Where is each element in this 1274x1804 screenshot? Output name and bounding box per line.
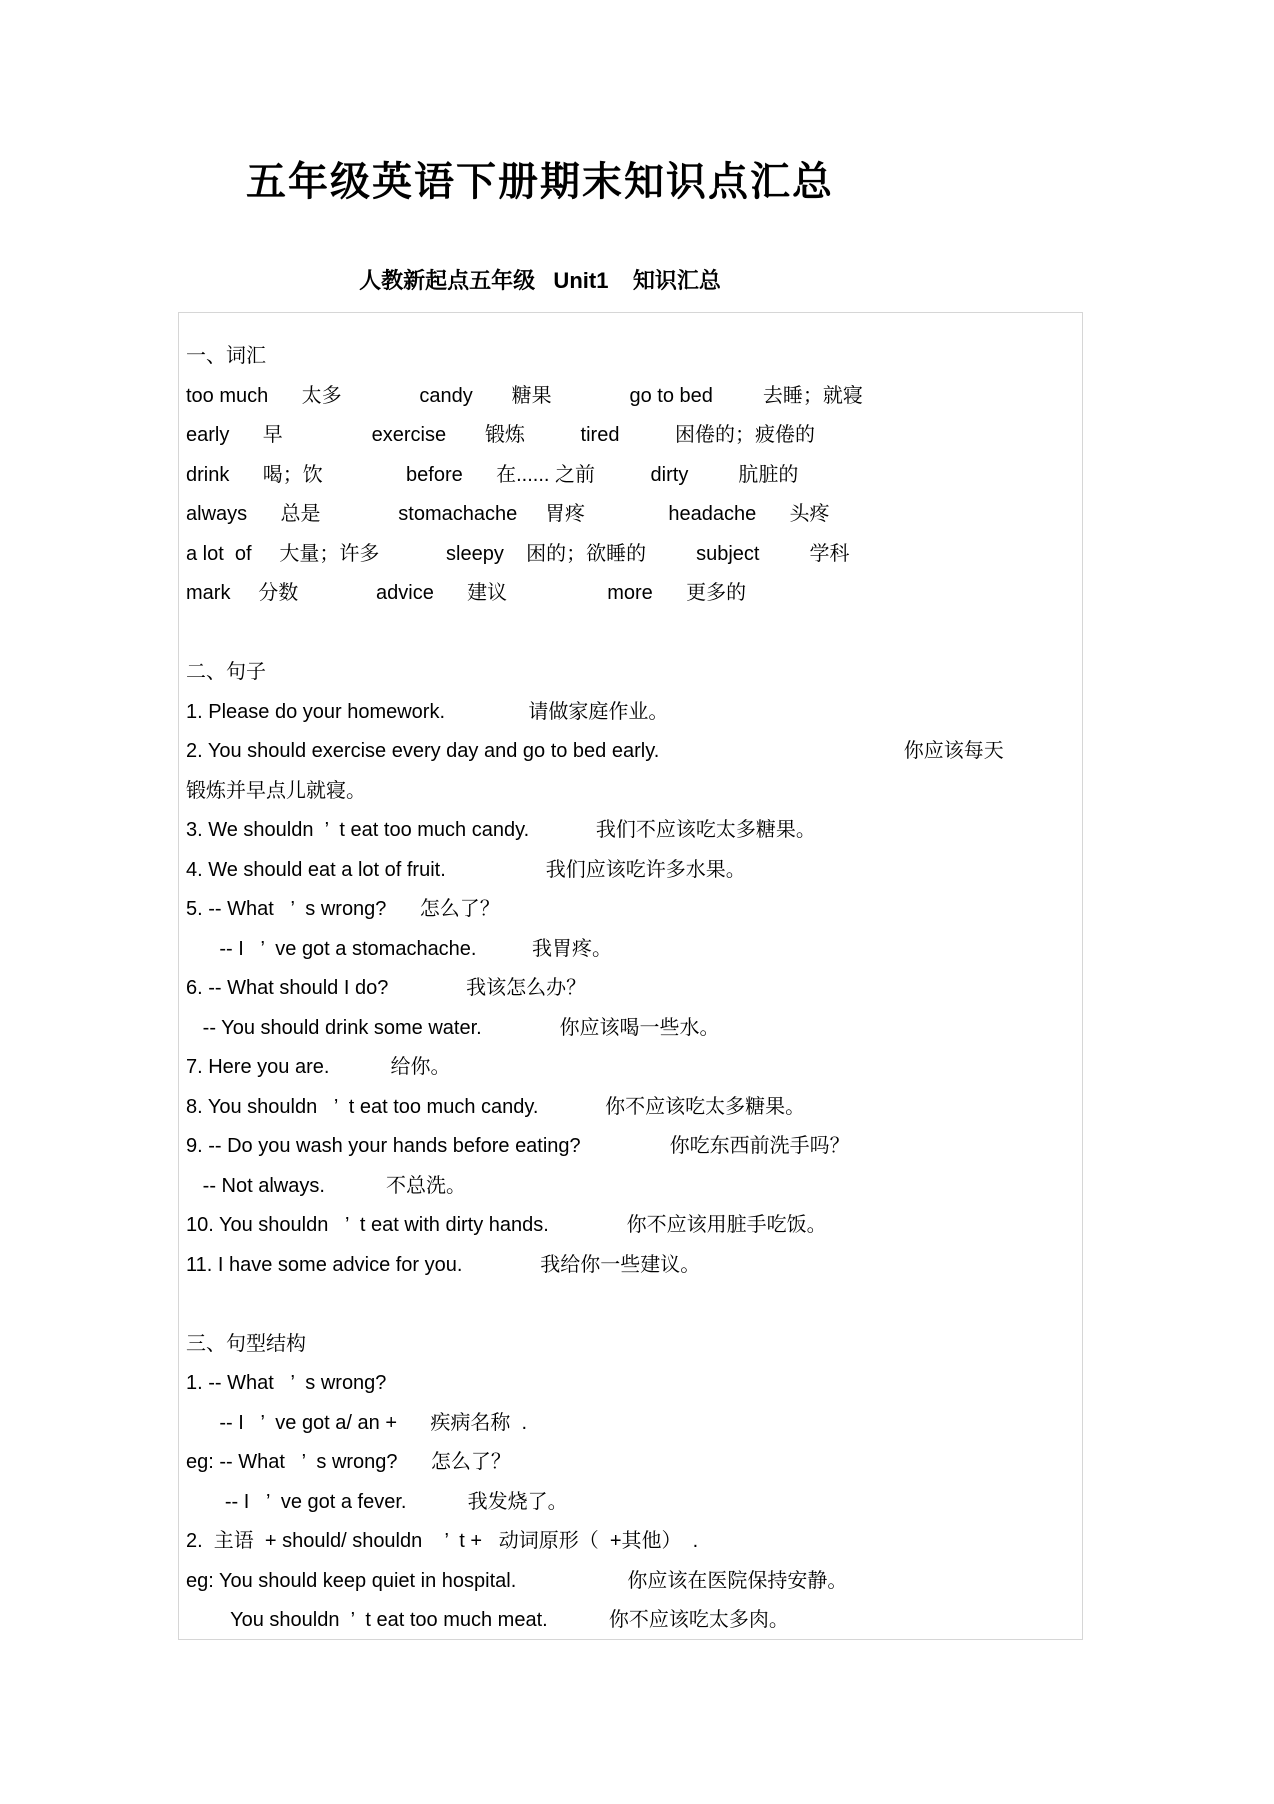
text-line: eg: You should keep quiet in hospital. 你应该在医院保持安静。 xyxy=(186,1569,848,1592)
title-area xyxy=(0,150,1080,207)
text-line: drink 喝；饮 before 在...... 之前 dirty 肮脏的 xyxy=(186,463,799,486)
text-line: You shouldn ’ t eat too much meat. 你不应该吃太多肉。 xyxy=(186,1609,789,1631)
text-line: 1. -- What ’ s wrong? xyxy=(186,1372,387,1394)
text-line: 二、句子 xyxy=(186,661,266,683)
text-line: 三、句型结构 xyxy=(186,1332,306,1355)
text-line: -- I ’ ve got a/ an + 疾病名称 . xyxy=(186,1411,528,1434)
page-title: 五年级英语下册期末知识点汇总 xyxy=(246,160,834,204)
text-line: 1. Please do your homework. 请做家庭作业。 xyxy=(186,700,669,723)
text-line: mark 分数 advice 建议 more 更多的 xyxy=(186,582,747,604)
text-line: 6. -- What should I do? 我该怎么办？ xyxy=(186,977,587,999)
text-line: 3. We shouldn ’ t eat too much candy. 我们不应该吃太多糖果。 xyxy=(186,819,816,841)
text-line: too much 太多 candy 糖果 go to bed 去睡；就寝 xyxy=(186,384,863,407)
page-subtitle: 人教新起点五年级 Unit1 知识汇总 xyxy=(359,268,721,293)
text-line: 2. 主语 + should/ shouldn ’ t + 动词原形（ +其他） . xyxy=(186,1530,699,1552)
text-line: 11. I have some advice for you. 我给你一些建议。 xyxy=(186,1253,701,1276)
text-line: 7. Here you are. 给你。 xyxy=(186,1056,451,1078)
text-line: early 早 exercise 锻炼 tired 困倦的；疲倦的 xyxy=(186,424,816,446)
content-box xyxy=(178,312,1083,1640)
text-line: 5. -- What ’ s wrong? 怎么了？ xyxy=(186,898,500,920)
text-line: a lot of 大量；许多 sleepy 困的；欲睡的 subject 学科 xyxy=(186,542,850,565)
text-line: 9. -- Do you wash your hands before eating? 你吃东西前洗手吗？ xyxy=(186,1135,850,1157)
text-line: always 总是 stomachache 胃疼 headache 头疼 xyxy=(186,503,830,525)
text-line xyxy=(186,1285,1078,1325)
text-line xyxy=(186,614,1078,654)
text-line: 8. You shouldn ’ t eat too much candy. 你不应该吃太多糖果。 xyxy=(186,1095,806,1118)
text-line: -- Not always. 不总洗。 xyxy=(186,1174,467,1197)
text-line: eg: -- What ’ s wrong? 怎么了？ xyxy=(186,1451,511,1473)
text-line: -- You should drink some water. 你应该喝一些水。 xyxy=(186,1016,720,1039)
text-line: -- I ’ ve got a stomachache. 我胃疼。 xyxy=(186,937,613,960)
text-line: 4. We should eat a lot of fruit. 我们应该吃许多水果。 xyxy=(186,858,746,881)
text-line: 2. You should exercise every day and go to bed early. 你应该每天 xyxy=(186,740,1004,762)
text-line: -- I ’ ve got a fever. 我发烧了。 xyxy=(186,1490,568,1513)
text-line: 10. You shouldn ’ t eat with dirty hands. 你不应该用脏手吃饭。 xyxy=(186,1214,827,1236)
text-line: 锻炼并早点儿就寝。 xyxy=(186,779,366,802)
text-line: 一、词汇 xyxy=(186,345,266,367)
